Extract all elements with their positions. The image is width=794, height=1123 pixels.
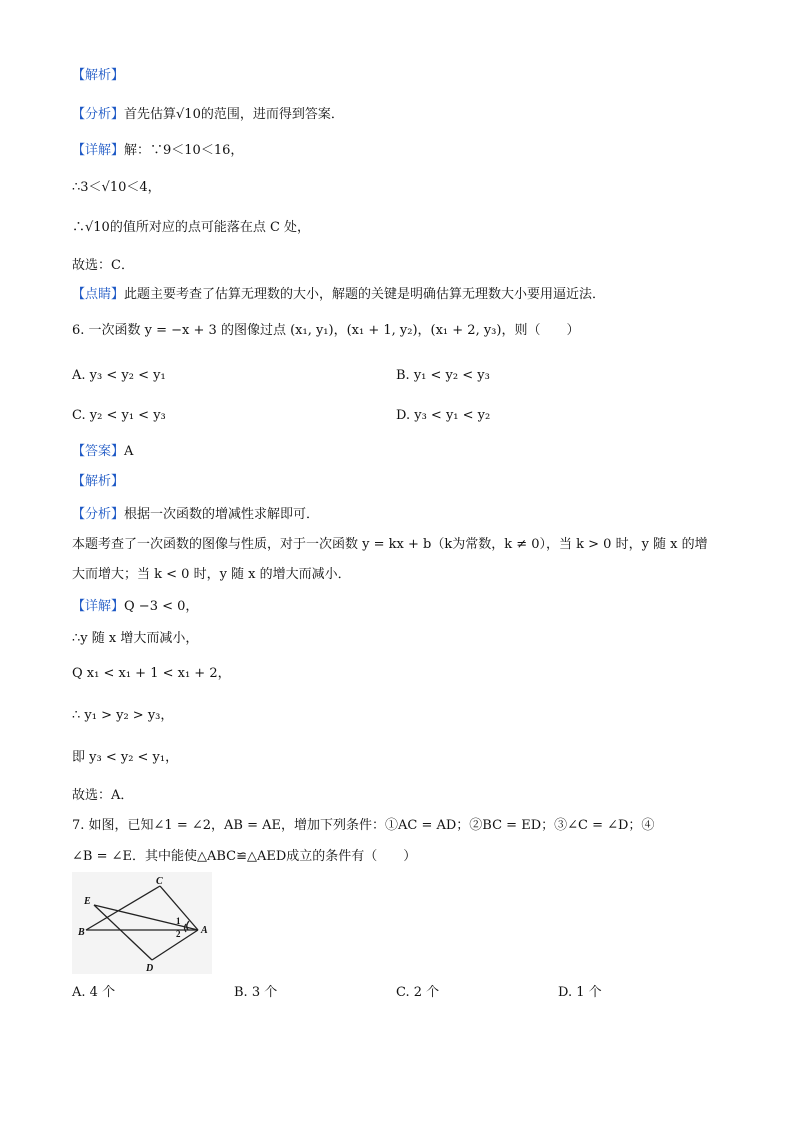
q5-comment	[72, 285, 605, 305]
fenxi-tag-2: 【分析】	[72, 507, 125, 522]
label-d: D	[146, 963, 154, 974]
q5-choice: 故选：C．	[72, 258, 134, 273]
jiexi-tag: 【解析】	[72, 68, 125, 83]
segment-ed	[94, 905, 152, 960]
jiexi-tag-2: 【解析】	[72, 474, 125, 489]
q6-option-a: A. y₃ < y₂ < y₁	[72, 368, 166, 383]
angle-arc-1	[185, 924, 187, 932]
q6-answer-text: A	[124, 444, 134, 459]
q6-explain-1: 本题考查了一次函数的图像与性质，对于一次函数 y = kx + b（k为常数，k ≠ 0），当 k > 0 时，y 随 x 的增	[72, 537, 708, 552]
q5-step-2: ∴√10的值所对应的点可能落在点 C 处，	[72, 220, 311, 235]
q7-stem-1: 7. 如图，已知∠1 = ∠2，AB = AE，增加下列条件：①AC = AD；②BC = ED；③∠C = ∠D；④	[72, 818, 655, 833]
q7-figure	[72, 872, 212, 974]
label-c: C	[156, 876, 163, 887]
q7-stem-2: ∠B = ∠E．其中能使△ABC≌△AED成立的条件有（ ）	[72, 849, 417, 864]
q6-option-b: B. y₁ < y₂ < y₃	[396, 368, 490, 383]
q5-detail	[72, 141, 243, 161]
label-a: A	[201, 925, 208, 936]
fenxi-tag: 【分析】	[72, 107, 125, 122]
angle-arc-2	[187, 921, 189, 930]
label-e: E	[84, 896, 91, 907]
q6-stem: 6. 一次函数 y = −x + 3 的图像过点 (x₁, y₁)，(x₁ + 1, y₂)，(x₁ + 2, y₃)，则（ ）	[72, 323, 580, 338]
dianjing-tag: 【点睛】	[72, 287, 125, 302]
q6-choice: 故选：A．	[72, 788, 134, 803]
q6-analysis-text: 根据一次函数的增减性求解即可．	[124, 507, 320, 522]
q5-analysis-text: 首先估算√10的范围，进而得到答案．	[124, 107, 344, 122]
label-angle-2: 2	[176, 929, 181, 939]
xiangjie-tag-2: 【详解】	[72, 599, 125, 614]
q6-option-d: D. y₃ < y₁ < y₂	[396, 408, 491, 423]
q6-detail	[72, 597, 198, 617]
q6-explain-2: 大而增大；当 k < 0 时，y 随 x 的增大而减小．	[72, 567, 351, 582]
q6-option-c: C. y₂ < y₁ < y₃	[72, 408, 166, 423]
q6-answer	[72, 442, 133, 462]
q7-geometry-diagram	[72, 872, 212, 974]
q6-step-2: Q x₁ < x₁ + 1 < x₁ + 2，	[72, 666, 231, 681]
q7-option-d: D. 1 个	[558, 985, 602, 1000]
q6-step-3: ∴ y₁ > y₂ > y₃，	[72, 708, 174, 723]
segment-da	[152, 930, 198, 960]
q6-step-4: 即 y₃ < y₂ < y₁，	[72, 750, 179, 765]
q6-jiexi-heading	[72, 472, 124, 492]
xiangjie-tag: 【详解】	[72, 143, 125, 158]
q7-option-b: B. 3 个	[234, 985, 278, 1000]
label-b: B	[78, 927, 85, 938]
q6-analysis	[72, 505, 319, 525]
q5-analysis	[72, 105, 344, 125]
q7-option-a: A. 4 个	[72, 985, 116, 1000]
q6-step-1: ∴y 随 x 增大而减小，	[72, 631, 199, 646]
q5-detail-text: 解：∵9＜10＜16，	[124, 143, 244, 158]
jiexi-heading	[72, 66, 124, 86]
segment-ea	[94, 905, 198, 930]
q7-option-c: C. 2 个	[396, 985, 440, 1000]
q5-step-1: ∴3＜√10＜4，	[72, 180, 161, 195]
daan-tag: 【答案】	[72, 444, 125, 459]
label-angle-1: 1	[176, 916, 181, 926]
q5-comment-text: 此题主要考查了估算无理数的大小，解题的关键是明确估算无理数大小要用逼近法．	[124, 287, 606, 302]
q6-detail-text: Q −3 < 0，	[124, 599, 199, 614]
